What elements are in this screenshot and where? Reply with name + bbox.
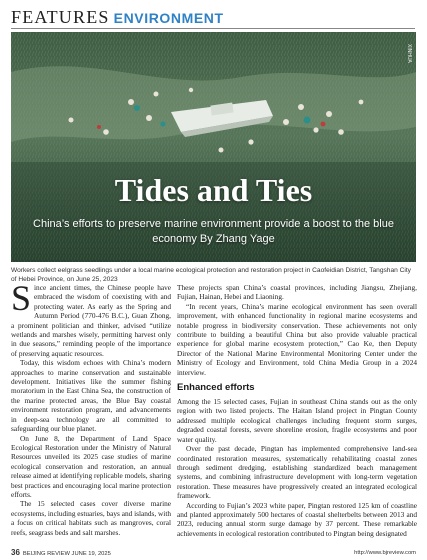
paragraph: According to Fujian’s 2023 white paper, Pingtan restored 125 km of coastline and planted approximately 500 hectares of coastal shelterbelts between 2013 and 2023, reducing annual storm surge damage by 37 percent. These remarkable achievements in ecological restoration contributed to Pingtan being designated (177, 500, 417, 538)
paragraph: The 15 selected cases cover diverse marine ecosystems, including estuaries, bays and islands, with a focus on critical habitats such as mangroves, coral reefs, seagrass beds and salt marshes. (11, 499, 171, 537)
section-subheading: Enhanced efforts (177, 382, 255, 394)
page-footer (11, 548, 416, 558)
photo-credit: XINHUA (406, 44, 412, 63)
paragraph: Since ancient times, the Chinese people have embraced the wisdom of coexisting with and protecting water. As early as the Spring and Autumn Period (770-476 B.C.), Guan Zhong, a prominent politician and thinker, advised “utilize wetlands and marshes wisely, permitting harvest only in due seasons,” reminding people of the importance of preserving aquatic resources. (11, 278, 171, 358)
page-number: 36 (11, 548, 20, 557)
footer-left (11, 548, 111, 557)
left-column (11, 278, 171, 537)
paragraph: These projects span China’s coastal provinces, including Jiangsu, Zhejiang, Fujian, Hainan, Hebei and Liaoning. (177, 283, 417, 302)
subsection-label: ENVIRONMENT (113, 10, 224, 26)
section-label: FEATURES (11, 7, 110, 27)
paragraph: Over the past decade, Pingtan has implemented comprehensive land-sea coordinated restoration measures, systematically rehabilitating coastal zones through sediment dredging, establishing standardized beach management systems, and combining infrastructure development with long-term vegetation restoration. These measures have progressively created an integrated ecological framework. (177, 444, 417, 501)
paragraph: Today, this wisdom echoes with China’s modern approaches to marine conservation and sustainable development. Initiatives like the summer fishing moratorium in the East China Sea, the construction of the marine protected areas, the Blue Bay coastal environment restoration program, and advancements in deep-sea technology are all committed to safeguarding our blue planet. (11, 358, 171, 434)
photo-caption: Workers collect eelgrass seedlings under a local marine ecological protection and restoration project in Caofeidian District, Tangshan City of Hebei Province, on June 25, 2023 (11, 267, 411, 283)
paragraph: On June 8, the Department of Land Space Ecological Restoration under the Ministry of Natural Resources unveiled its 2025 case studies of marine ecological conservation and restoration, an annual release aimed at identifying replicable models, sharing best practices and encouraging local marine protection efforts. (11, 433, 171, 499)
publication-name: BEIJING REVIEW JUNE 19, 2025 (22, 551, 111, 557)
website-link[interactable]: http://www.bjreview.com (354, 550, 416, 556)
drop-cap: S (11, 278, 32, 318)
paragraph: Among the 15 selected cases, Fujian in southeast China stands out as the only region with two listed projects. The Haitan Island project in Pingtan County addressed multiple ecological challenges including frequent storm surges, degraded coastal forests, severe shoreline erosion, fragile ecosystems and poor water quality. (177, 397, 417, 444)
paragraph: “In recent years, China’s marine ecological environment has seen overall improvement, with enhanced functionality in regional marine ecosystems and notable progress in biodiversity conservation. These achievements not only contribute to building a beautiful China but also provide valuable practical experience for global marine ecosystem protection,” Cao Ke, then Deputy Director of the National Marine Environmental Monitoring Center under the Ministry of Ecology and Environment, told China Media Group in a 2024 interview. (177, 301, 417, 377)
article-subtitle: China’s efforts to preserve marine environment provide a boost to the blue economy By Zhang Yage (33, 218, 394, 245)
article-title: Tides and Ties (114, 172, 313, 208)
hero-photo (11, 32, 416, 262)
header-divider (11, 28, 415, 29)
right-column (177, 283, 417, 538)
section-header (11, 8, 415, 26)
